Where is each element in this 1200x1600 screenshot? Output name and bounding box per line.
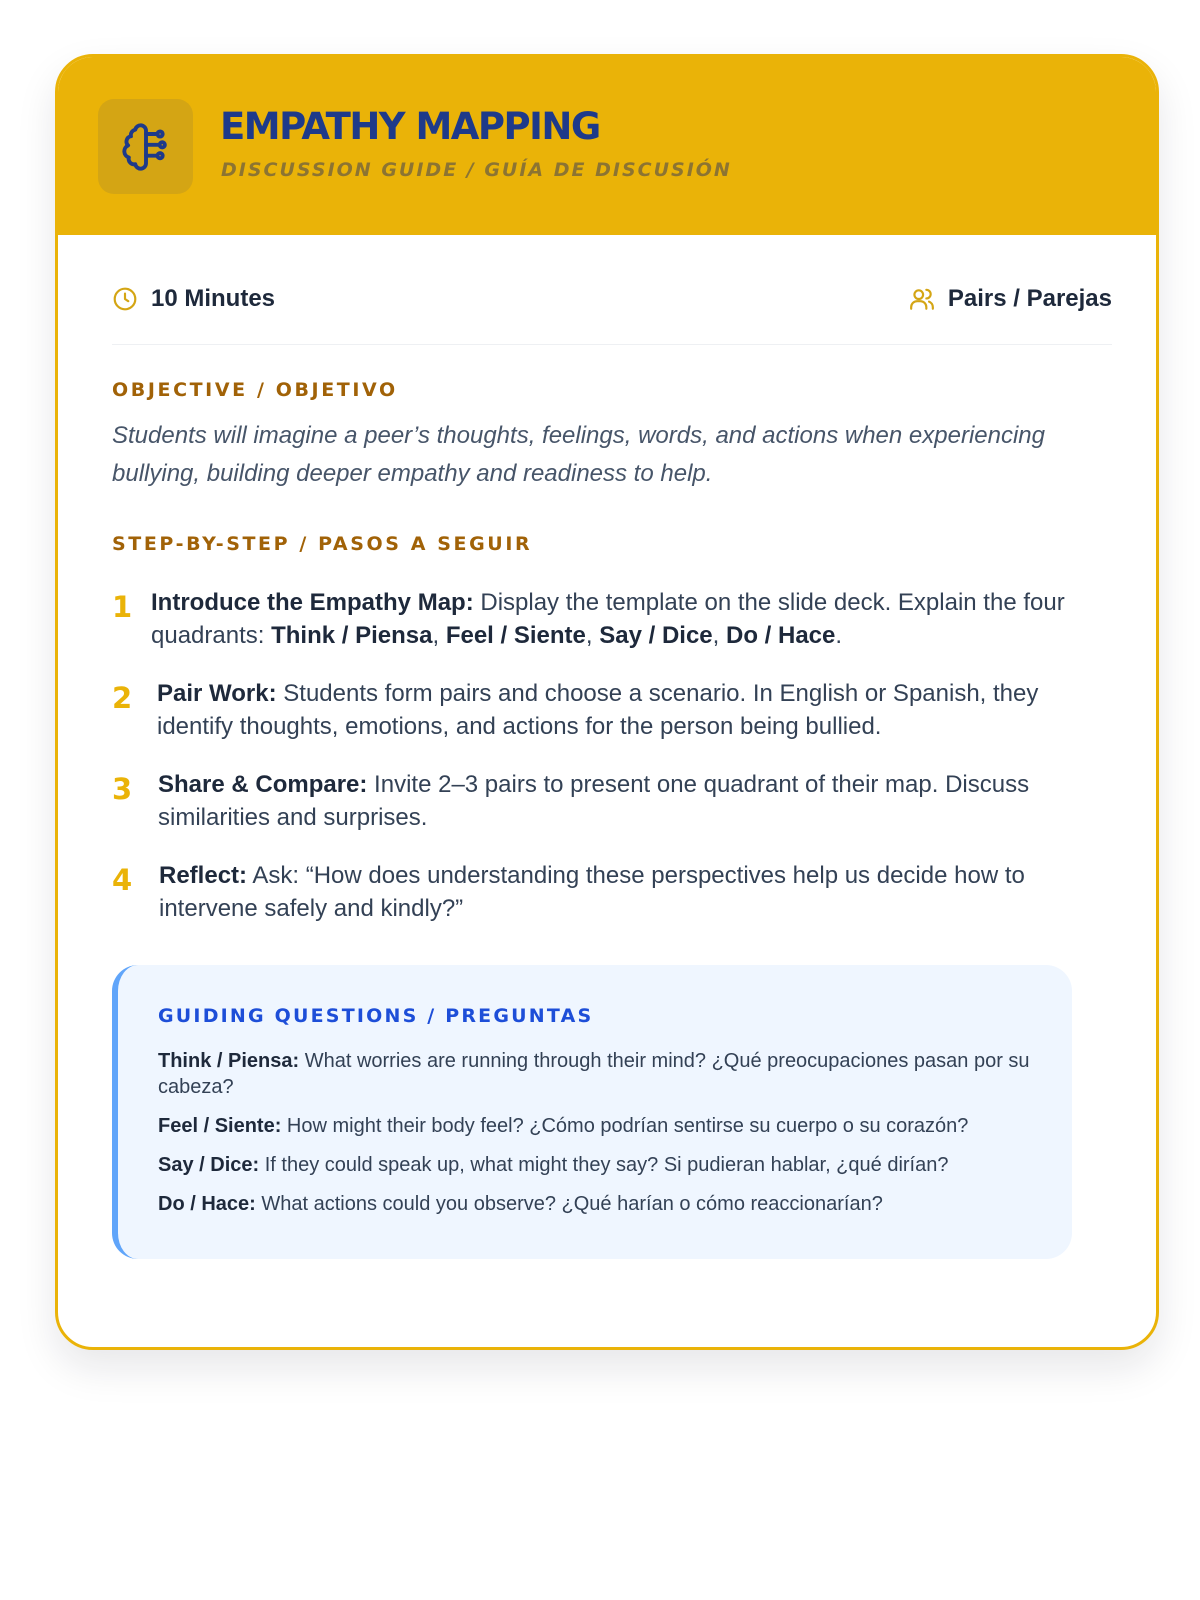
guiding-question xyxy=(158,1048,1048,1100)
guiding-questions-box xyxy=(112,965,1072,1259)
step-text xyxy=(151,586,1091,652)
step-body: Ask: “How does understanding these perspectives help us decide how to intervene safely and kindly?” xyxy=(159,862,1025,922)
quadrant-say: Say / Dice xyxy=(599,622,713,649)
brain-icon xyxy=(98,99,193,194)
step-end: . xyxy=(835,622,843,649)
step-title: Pair Work: xyxy=(157,680,277,707)
card-header xyxy=(58,57,1156,235)
users-icon xyxy=(909,286,935,312)
quadrant-do: Do / Hace xyxy=(725,622,836,649)
guiding-question xyxy=(158,1113,1048,1139)
step-title: Introduce the Empathy Map: xyxy=(151,589,474,616)
question-label: Do / Hace: xyxy=(158,1193,256,1215)
step-text xyxy=(157,677,1077,743)
step-title: Reflect: xyxy=(159,862,248,889)
step-number: 4 xyxy=(112,863,133,897)
question-label: Think / Piensa: xyxy=(158,1050,300,1072)
activity-card xyxy=(55,54,1159,1350)
quadrant-think: Think / Piensa xyxy=(271,622,433,649)
step-text xyxy=(159,859,1079,925)
question-text: How might their body feel? ¿Cómo podrían sentirse su cuerpo o su corazón? xyxy=(281,1115,969,1137)
step-number: 2 xyxy=(112,681,133,715)
page-title: EMPATHY MAPPING xyxy=(220,105,600,148)
guiding-question xyxy=(158,1152,1048,1178)
grouping-text: Pairs / Parejas xyxy=(947,285,1112,312)
question-text: What worries are running through their mind? ¿Qué preocupaciones pasan por su cabeza? xyxy=(158,1050,1030,1098)
separator: , xyxy=(585,622,600,649)
question-label: Say / Dice: xyxy=(158,1154,260,1176)
quadrant-feel: Feel / Siente xyxy=(445,622,586,649)
steps-label: STEP-BY-STEP / PASOS A SEGUIR xyxy=(112,533,533,555)
step-number: 1 xyxy=(112,590,133,624)
question-label: Feel / Siente: xyxy=(158,1115,282,1137)
step-body: Display the template on the slide deck. Explain the four quadrants: xyxy=(151,589,1065,649)
page-subtitle: DISCUSSION GUIDE / GUÍA DE DISCUSIÓN xyxy=(221,159,732,181)
clock-icon xyxy=(112,286,138,312)
grouping-info xyxy=(909,279,1112,319)
guiding-questions-title: GUIDING QUESTIONS / PREGUNTAS xyxy=(158,1005,594,1027)
meta-row xyxy=(112,279,1112,345)
question-text: What actions could you observe? ¿Qué harían o cómo reaccionarían? xyxy=(255,1193,883,1215)
step-title: Share & Compare: xyxy=(158,771,368,798)
step-number: 3 xyxy=(112,772,133,806)
step-text xyxy=(158,768,1068,834)
duration-text: 10 Minutes xyxy=(151,285,276,312)
separator: , xyxy=(432,622,446,649)
objective-label: OBJECTIVE / OBJETIVO xyxy=(112,379,398,401)
step-body: Students form pairs and choose a scenario. In English or Spanish, they identify thoughts, emotions, and actions for the person being bullied. xyxy=(157,680,1039,740)
step-body: Invite 2–3 pairs to present one quadrant of their map. Discuss similarities and surprises. xyxy=(158,771,1030,831)
separator: , xyxy=(712,622,726,649)
guiding-question xyxy=(158,1191,1048,1217)
objective-text: Students will imagine a peer’s thoughts, feelings, words, and actions when experiencing bullying, building deeper empathy and readiness to help. xyxy=(112,422,1045,487)
question-text: If they could speak up, what might they say? Si pudieran hablar, ¿qué dirían? xyxy=(259,1154,949,1176)
duration-info xyxy=(112,279,275,319)
